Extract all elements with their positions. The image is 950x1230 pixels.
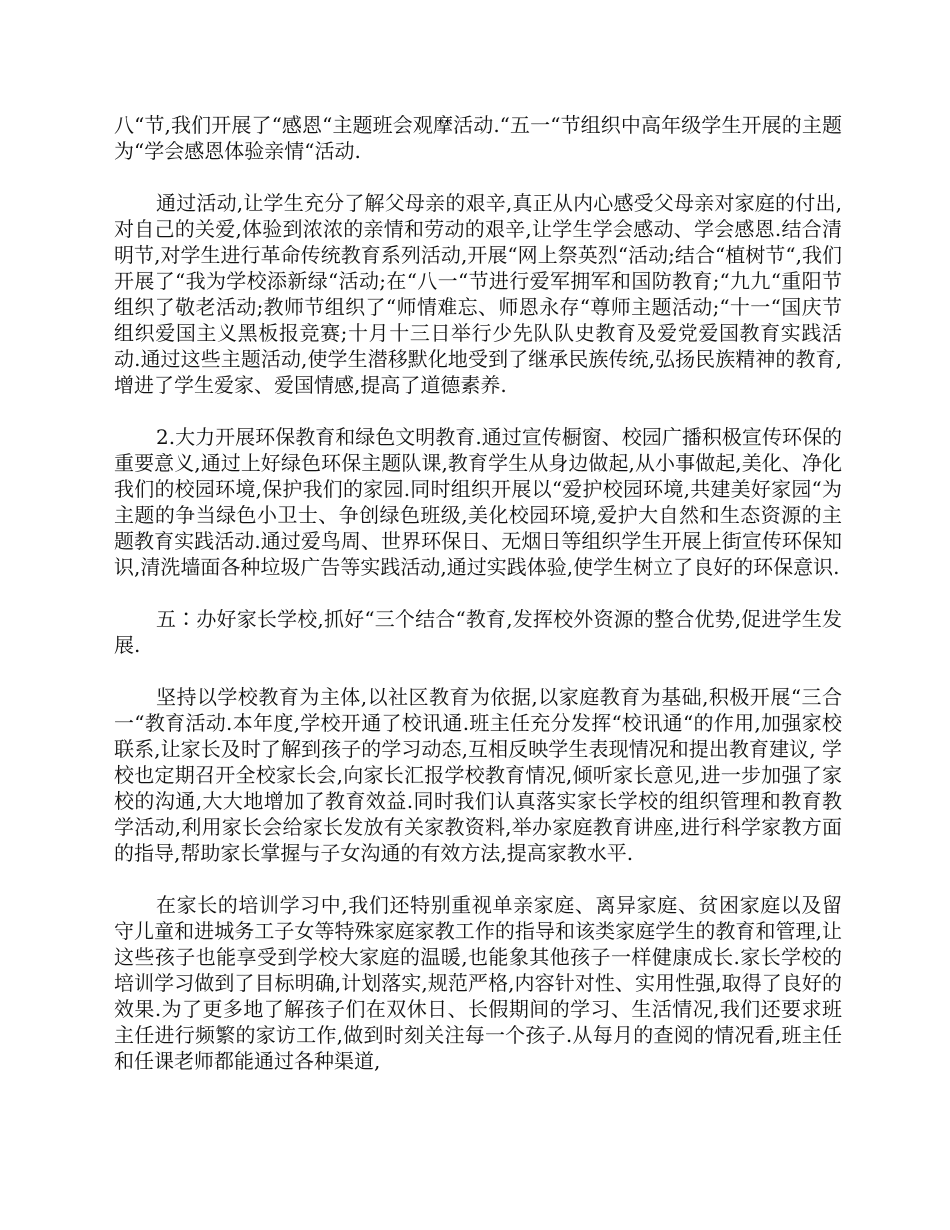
paragraph-home-school-cooperation: 坚持以学校教育为主体,以社区教育为依据,以家庭教育为基础,积极开展“三合一“教育活动.本年度,学校开通了校讯通.班主任充分发挥“校讯通“的作用,加强家校联系,让家长及时了解到孩子的学习动态,互相反映学生表现情况和提出教育建议, 学校也定期召开全校家长会,向家长汇报学校教育情况,倾听家长意见,进一步加强了家校的沟通,大大地增加了教育效益.同时我们认真落实家长学校的组织管理和教育教学活动,利用家长会给家长发放有关家教资料,举办家庭教育讲座,进行科学家教方面的指导,帮助家长掌握与子女沟通的有效方法,提高家教水平. xyxy=(114,685,842,865)
paragraph-environmental-education: 2.大力开展环保教育和绿色文明教育.通过宣传橱窗、校园广播积极宣传环保的重要意义,通过上好绿色环保主题队课,教育学生从身边做起,从小事做起,美化、净化我们的校园环境,保护我们的家园.同时组织开展以“爱护校园环境,共建美好家园“为主题的争当绿色小卫士、争创绿色班级,美化校园环境,爱护大自然和生态资源的主题教育实践活动.通过爱鸟周、世界环保日、无烟日等组织学生开展上街宣传环保知识,清洗墙面各种垃圾广告等实践活动,通过实践体验,使学生树立了良好的环保意识. xyxy=(114,425,842,579)
section-heading-parent-school: 五∶办好家长学校,抓好“三个结合“教育,发挥校外资源的整合优势,促进学生发展. xyxy=(114,607,842,657)
paragraph-parent-training: 在家长的培训学习中,我们还特别重视单亲家庭、离异家庭、贫困家庭以及留守儿童和进城务工子女等特殊家庭家教工作的指导和该类家庭学生的教育和管理,让这些孩子也能享受到学校大家庭的温暖,也能象其他孩子一样健康成长.家长学校的培训学习做到了目标明确,计划落实,规范严格,内容针对性、实用性强,取得了良好的效果.为了更多地了解孩子们在双休日、长假期间的学习、生活情况,我们还要求班主任进行频繁的家访工作,做到时刻关注每一个孩子.从每月的查阅的情况看,班主任和任课老师都能通过各种渠道, xyxy=(114,893,842,1073)
paragraph-activities: 通过活动,让学生充分了解父母亲的艰辛,真正从内心感受父母亲对家庭的付出,对自己的关爱,体验到浓浓的亲情和劳动的艰辛,让学生学会感动、学会感恩.结合清明节,对学生进行革命传统教育系列活动,开展“网上祭英烈“活动;结合“植树节“,我们开展了“我为学校添新绿“活动;在“八一“节进行爱军拥军和国防教育;“九九“重阳节组织了敬老活动;教师节组织了“师情难忘、师恩永存“尊师主题活动;“十一“国庆节组织爱国主义黑板报竞赛;十月十三日举行少先队队史教育及爱党爱国教育实践活动.通过这些主题活动,使学生潜移默化地受到了继承民族传统,弘扬民族精神的教育,增进了学生爱家、爱国情感,提高了道德素养. xyxy=(114,191,842,397)
document-body xyxy=(114,112,842,1074)
paragraph-continuation: 八“节,我们开展了“感恩“主题班会观摩活动.“五一“节组织中高年级学生开展的主题为“学会感恩体验亲情“活动. xyxy=(114,113,842,163)
